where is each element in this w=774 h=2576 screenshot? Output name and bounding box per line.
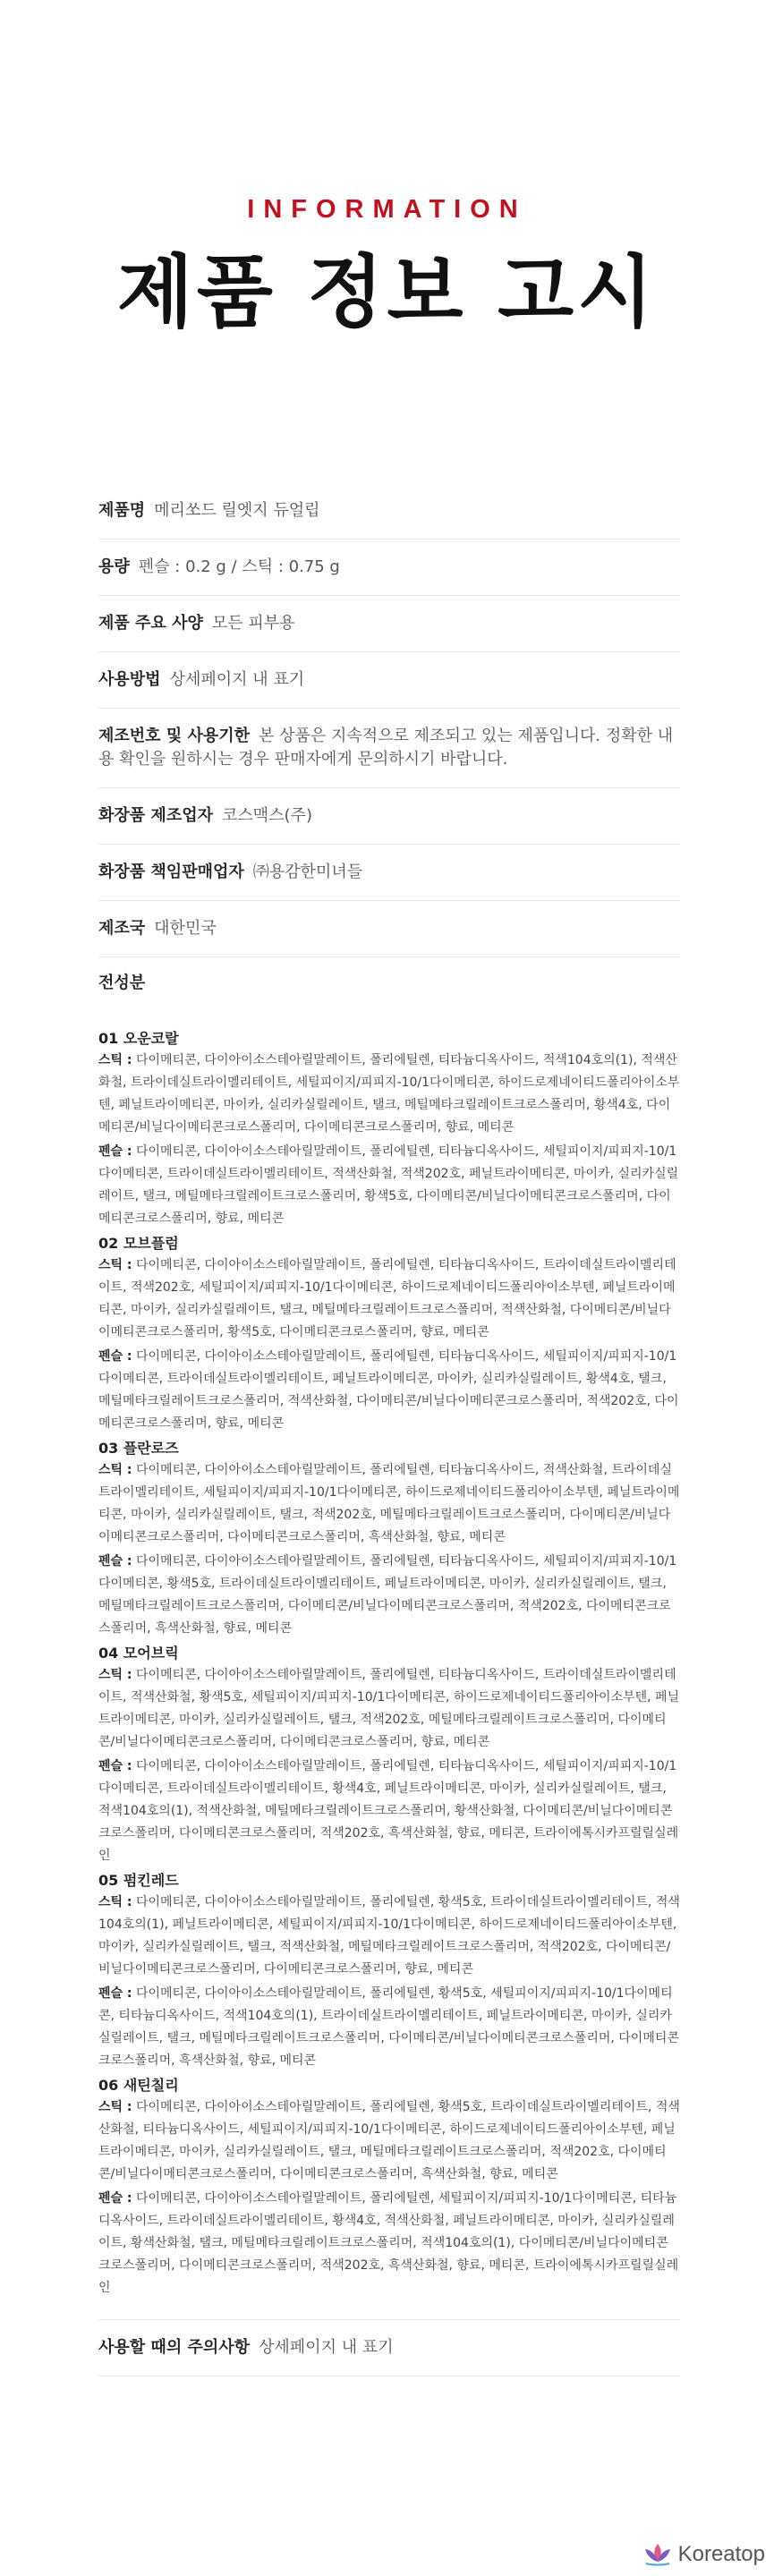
product-info-table — [98, 483, 680, 2376]
ingredient-part-label: 펜슬 : — [98, 1554, 132, 1569]
page-title: 제품 정보 고시 — [116, 246, 658, 338]
ingredient-part-label: 스틱 : — [98, 1053, 132, 1067]
info-row — [98, 483, 680, 540]
info-label: 제품 주요 사양 — [98, 614, 203, 633]
header — [0, 0, 774, 412]
ingredient-part-label: 펜슬 : — [98, 1144, 132, 1159]
info-row — [98, 788, 680, 845]
product-shade-name: 06 새틴칠리 — [98, 2077, 179, 2094]
info-label: 제조번호 및 사용기한 — [98, 727, 251, 745]
ingredient-list — [98, 1756, 680, 1867]
info-value: 코스맥스(주) — [221, 806, 312, 825]
ingredient-text: 다이메티콘, 다이아이소스테아릴말레이트, 폴리에틸렌, 황색5호, 트라이데실트라이멜리테이트, 적색산화철, 티타늄디옥사이드, 세틸피이지/피피지-10/1다이메티콘, 하이드로제네이티드폴리아이소부텐, 페닐트라이메티콘, 마이카, 실리카실릴레이트, 탤크, 메틸메타크릴레이트크로스폴리머, 적색202호, 다이메티콘/비닐다이메티콘크로스폴리머, 다이메티콘크로스폴리머, 흑색산화철, 향료, 메티콘 — [98, 2100, 680, 2181]
ingredient-part-label: 스틱 : — [98, 2100, 132, 2114]
info-value: 펜슬 : 0.2 g / 스틱 : 0.75 g — [138, 557, 340, 576]
product-ingredients — [98, 2074, 680, 2300]
info-label: 사용방법 — [98, 670, 161, 689]
product-ingredients — [98, 1232, 680, 1435]
info-label: 사용할 때의 주의사항 — [98, 2338, 251, 2357]
info-row — [98, 540, 680, 596]
info-label: 제조국 — [98, 919, 146, 938]
product-shade-name: 05 펌킨레드 — [98, 1872, 179, 1889]
info-row — [98, 709, 680, 788]
ingredient-list — [98, 1050, 680, 1139]
info-value: 모든 피부용 — [211, 614, 295, 633]
product-ingredients — [98, 1027, 680, 1230]
ingredient-text: 다이메티콘, 다이아이소스테아릴말레이트, 폴리에틸렌, 티타늄디옥사이드, 적색104호의(1), 적색산화철, 트라이데실트라이멜리테이트, 세틸피이지/피피지-10/1다이메티콘, 하이드로제네이티드폴리아이소부텐, 페닐트라이메티콘, 마이카, 실리카실릴레이트, 탤크, 메틸메타크릴레이트크로스폴리머, 황색4호, 다이메티콘/비닐다이메티콘크로스폴리머, 다이메티콘크로스폴리머, 향료, 메티콘 — [98, 1053, 680, 1135]
ingredient-text: 다이메티콘, 다이아이소스테아릴말레이트, 폴리에틸렌, 황색5호, 트라이데실트라이멜리테이트, 적색104호의(1), 페닐트라이메티콘, 세틸피이지/피피지-10/1다이메티콘, 하이드로제네이티드폴리아이소부텐, 마이카, 실리카실릴레이트, 탤크, 적색산화철, 메틸메타크릴레이트크로스폴리머, 적색202호, 다이메티콘/비닐다이메티콘크로스폴리머, 다이메티콘크로스폴리머, 향료, 메티콘 — [98, 1895, 680, 1977]
watermark-text: Koreatop — [677, 2542, 765, 2566]
ingredient-list — [98, 1664, 680, 1754]
lotus-icon — [642, 2542, 673, 2567]
ingredient-text: 다이메티콘, 다이아이소스테아릴말레이트, 폴리에틸렌, 티타늄디옥사이드, 트라이데실트라이멜리테이트, 적색202호, 세틸피이지/피피지-10/1다이메티콘, 하이드로제네이티드폴리아이소부텐, 페닐트라이메티콘, 마이카, 실리카실릴레이트, 탤크, 메틸메타크릴레이트크로스폴리머, 적색산화철, 다이메티콘/비닐다이메티콘크로스폴리머, 황색5호, 다이메티콘크로스폴리머, 향료, 메티콘 — [98, 1258, 676, 1339]
ingredient-part-label: 스틱 : — [98, 1463, 132, 1477]
ingredients-title: 전성분 — [98, 973, 146, 992]
ingredient-part-label: 펜슬 : — [98, 1986, 132, 2001]
ingredients-section — [98, 957, 680, 2320]
ingredient-list — [98, 1459, 680, 1549]
product-ingredients — [98, 1642, 680, 1867]
ingredient-list — [98, 2096, 680, 2186]
ingredient-text: 다이메티콘, 다이아이소스테아릴말레이트, 폴리에틸렌, 황색5호, 세틸피이지/피피지-10/1다이메티콘, 티타늄디옥사이드, 적색104호의(1), 트라이데실트라이멜리테이트, 페닐트라이메티콘, 마이카, 실리카실릴레이트, 탤크, 메틸메타크릴레이트크로스폴리머, 다이메티콘/비닐다이메티콘크로스폴리머, 다이메티콘크로스폴리머, 흑색산화철, 향료, 메티콘 — [98, 1986, 679, 2068]
ingredient-text: 다이메티콘, 다이아이소스테아릴말레이트, 폴리에틸렌, 티타늄디옥사이드, 세틸피이지/피피지-10/1다이메티콘, 트라이데실트라이멜리테이트, 페닐트라이메티콘, 마이카, 실리카실릴레이트, 황색4호, 탤크, 메틸메타크릴레이트크로스폴리머, 적색산화철, 다이메티콘/비닐다이메티콘크로스폴리머, 적색202호, 다이메티콘크로스폴리머, 향료, 메티콘 — [98, 1349, 679, 1431]
info-row — [98, 2320, 680, 2376]
ingredient-list — [98, 2188, 680, 2300]
ingredient-list — [98, 1141, 680, 1230]
info-value: 상세페이지 내 표기 — [169, 670, 305, 689]
ingredient-part-label: 펜슬 : — [98, 2191, 132, 2206]
info-label: 화장품 책임판매업자 — [98, 863, 244, 881]
ingredient-part-label: 스틱 : — [98, 1895, 132, 1909]
product-shade-name: 04 모어브릭 — [98, 1645, 179, 1662]
product-ingredients — [98, 1869, 680, 2072]
ingredient-list — [98, 1983, 680, 2072]
product-shade-name: 02 모브플럼 — [98, 1235, 179, 1252]
ingredient-part-label: 펜슬 : — [98, 1349, 132, 1364]
product-shade-name: 01 오운코랄 — [98, 1030, 179, 1047]
ingredient-list — [98, 1346, 680, 1435]
watermark — [642, 2542, 765, 2567]
info-row — [98, 901, 680, 957]
product-shade-name: 03 플란로즈 — [98, 1440, 179, 1457]
info-value: 메리쏘드 릴엣지 듀얼립 — [154, 501, 320, 520]
eyebrow-text: INFORMATION — [247, 195, 527, 224]
info-value: 대한민국 — [154, 919, 217, 938]
ingredient-text: 다이메티콘, 다이아이소스테아릴말레이트, 폴리에틸렌, 티타늄디옥사이드, 세틸피이지/피피지-10/1다이메티콘, 황색5호, 트라이데실트라이멜리테이트, 페닐트라이메티콘, 마이카, 실리카실릴레이트, 탤크, 메틸메타크릴레이트크로스폴리머, 다이메티콘/비닐다이메티콘크로스폴리머, 적색202호, 다이메티콘크로스폴리머, 흑색산화철, 향료, 메티콘 — [98, 1554, 677, 1636]
product-ingredients — [98, 1437, 680, 1640]
info-value: ㈜용감한미녀들 — [252, 863, 363, 881]
ingredient-text: 다이메티콘, 다이아이소스테아릴말레이트, 폴리에틸렌, 티타늄디옥사이드, 세틸피이지/피피지-10/1다이메티콘, 트라이데실트라이멜리테이트, 황색4호, 페닐트라이메티콘, 마이카, 실리카실릴레이트, 탤크, 적색104호의(1), 적색산화철, 메틸메타크릴레이트크로스폴리머, 황색산화철, 다이메티콘/비닐다이메티콘크로스폴리머, 다이메티콘크로스폴리머, 적색202호, 흑색산화철, 향료, 메티콘, 트라이에톡시카프릴릴실레인 — [98, 1759, 679, 1863]
info-label: 제품명 — [98, 501, 146, 520]
ingredient-part-label: 스틱 : — [98, 1668, 132, 1682]
info-label: 용량 — [98, 557, 130, 576]
ingredient-text: 다이메티콘, 다이아이소스테아릴말레이트, 폴리에틸렌, 티타늄디옥사이드, 적색산화철, 트라이데실트라이멜리테이트, 세틸피이지/피피지-10/1다이메티콘, 하이드로제네이티드폴리아이소부텐, 페닐트라이메티콘, 마이카, 실리카실릴레이트, 탤크, 적색202호, 메틸메타크릴레이트크로스폴리머, 다이메티콘/비닐다이메티콘크로스폴리머, 다이메티콘크로스폴리머, 흑색산화철, 향료, 메티콘 — [98, 1463, 680, 1544]
ingredient-part-label: 펜슬 : — [98, 1759, 132, 1773]
ingredient-list — [98, 1254, 680, 1344]
ingredient-text: 다이메티콘, 다이아이소스테아릴말레이트, 폴리에틸렌, 세틸피이지/피피지-10/1다이메티콘, 티타늄디옥사이드, 트라이데실트라이멜리테이트, 황색4호, 적색산화철, 페닐트라이메티콘, 마이카, 실리카실릴레이트, 황색산화철, 탤크, 메틸메타크릴레이트크로스폴리머, 적색104호의(1), 다이메티콘/비닐다이메티콘크로스폴리머, 다이메티콘크로스폴리머, 적색202호, 흑색산화철, 향료, 메티콘, 트라이에톡시카프릴릴실레인 — [98, 2191, 679, 2295]
info-row — [98, 652, 680, 709]
ingredient-part-label: 스틱 : — [98, 1258, 132, 1272]
ingredient-list — [98, 1892, 680, 1981]
info-value: 상세페이지 내 표기 — [259, 2338, 394, 2357]
info-row — [98, 845, 680, 901]
info-value: 본 상품은 지속적으로 제조되고 있는 제품입니다. 정확한 내용 확인을 원하시는 경우 판매자에게 문의하시기 바랍니다. — [98, 727, 674, 769]
ingredient-list — [98, 1551, 680, 1640]
info-row — [98, 596, 680, 652]
ingredient-text: 다이메티콘, 다이아이소스테아릴말레이트, 폴리에틸렌, 티타늄디옥사이드, 트라이데실트라이멜리테이트, 적색산화철, 황색5호, 세틸피이지/피피지-10/1다이메티콘, 하이드로제네이티드폴리아이소부텐, 페닐트라이메티콘, 마이카, 실리카실릴레이트, 탤크, 적색202호, 메틸메타크릴레이트크로스폴리머, 다이메티콘/비닐다이메티콘크로스폴리머, 다이메티콘크로스폴리머, 향료, 메티콘 — [98, 1668, 680, 1749]
info-label: 화장품 제조업자 — [98, 806, 213, 825]
ingredient-text: 다이메티콘, 다이아이소스테아릴말레이트, 폴리에틸렌, 티타늄디옥사이드, 세틸피이지/피피지-10/1다이메티콘, 트라이데실트라이멜리테이트, 적색산화철, 적색202호, 페닐트라이메티콘, 마이카, 실리카실릴레이트, 탤크, 메틸메타크릴레이트크로스폴리머, 황색5호, 다이메티콘/비닐다이메티콘크로스폴리머, 다이메티콘크로스폴리머, 향료, 메티콘 — [98, 1144, 679, 1226]
